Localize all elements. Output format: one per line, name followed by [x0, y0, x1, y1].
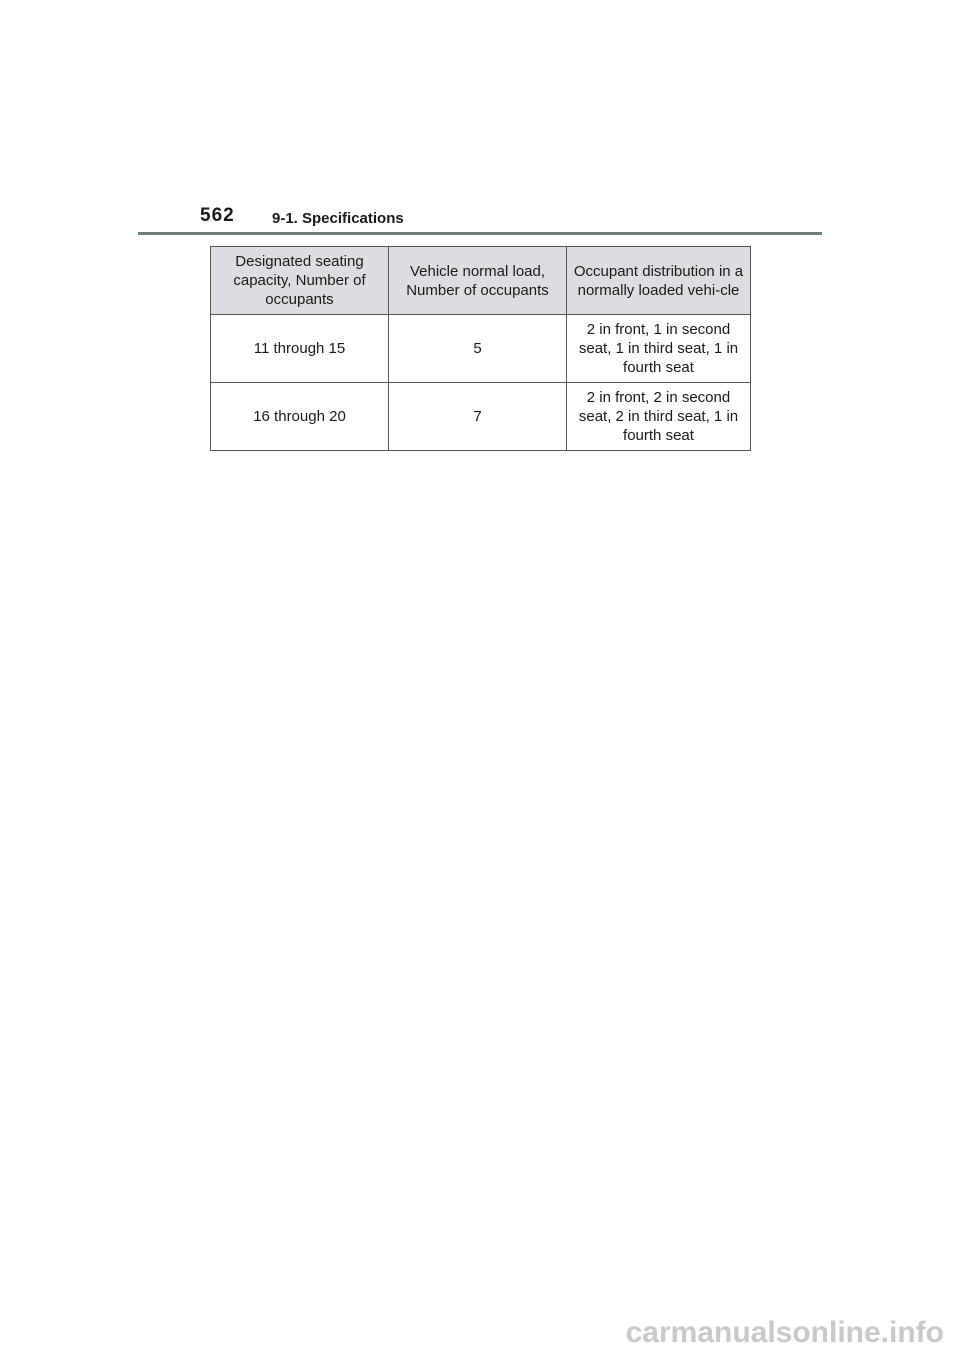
- page-header: [138, 204, 822, 236]
- cell-capacity: 16 through 20: [211, 383, 389, 451]
- section-title: 9-1. Specifications: [272, 210, 404, 227]
- watermark: carmanualsonline.info: [625, 1316, 944, 1349]
- table-header-row: [211, 247, 751, 315]
- page-number: 562: [200, 205, 235, 226]
- column-header-distribution: Occupant distribution in a normally loaded vehi-cle: [567, 247, 751, 315]
- cell-normal-load: 5: [389, 315, 567, 383]
- cell-distribution: 2 in front, 1 in second seat, 1 in third seat, 1 in fourth seat: [567, 315, 751, 383]
- cell-distribution: 2 in front, 2 in second seat, 2 in third seat, 1 in fourth seat: [567, 383, 751, 451]
- table-row: [211, 315, 751, 383]
- header-divider: [138, 232, 822, 235]
- column-header-normal-load: Vehicle normal load, Number of occupants: [389, 247, 567, 315]
- cell-capacity: 11 through 15: [211, 315, 389, 383]
- cell-normal-load: 7: [389, 383, 567, 451]
- column-header-capacity: Designated seating capacity, Number of occupants: [211, 247, 389, 315]
- occupant-distribution-table: [210, 246, 751, 451]
- table-row: [211, 383, 751, 451]
